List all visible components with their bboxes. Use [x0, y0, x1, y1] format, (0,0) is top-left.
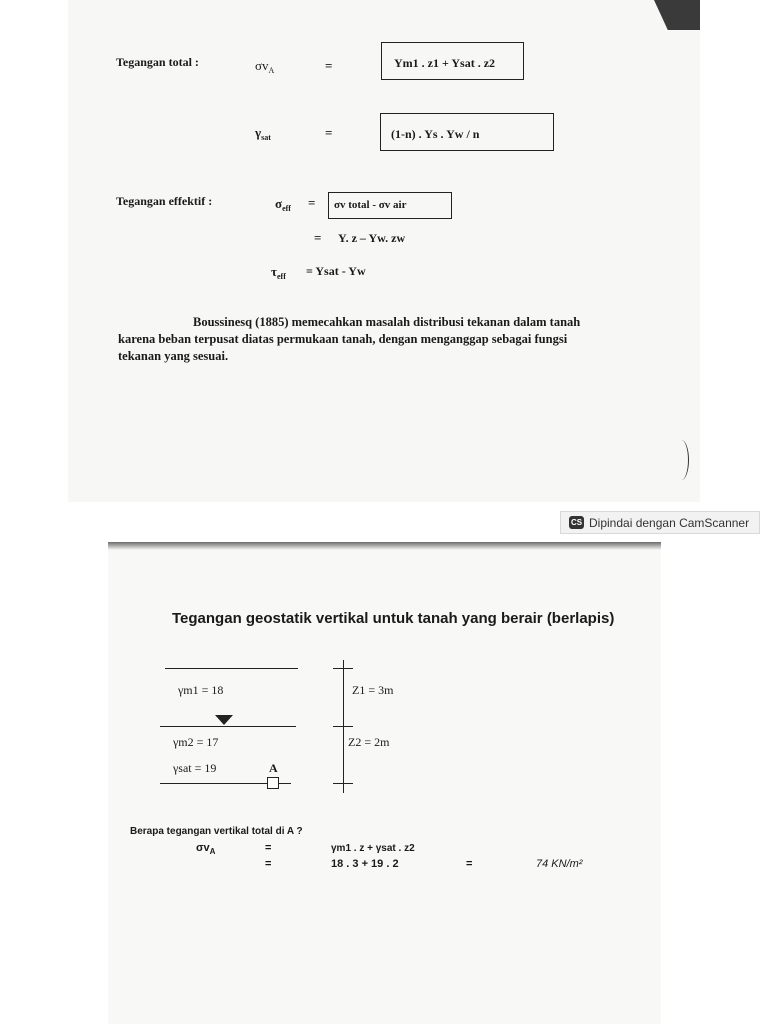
formula-line-2: 18 . 3 + 19 . 2 — [331, 858, 399, 870]
page-top-shadow — [108, 542, 661, 550]
water-table-icon — [215, 715, 233, 725]
depth-tick — [333, 668, 353, 669]
gamma-sat-label: γsat = 19 — [173, 761, 217, 775]
gamma-m1-label: γm1 = 18 — [178, 683, 224, 697]
formula-total: Ym1 . z1 + Ysat . z2 — [394, 56, 496, 70]
page-corner-shadow — [654, 0, 700, 30]
ground-surface-line — [165, 668, 298, 669]
point-a-label: A — [269, 761, 278, 775]
formula-eff-box — [328, 192, 452, 219]
result-value: 74 KN/m² — [536, 858, 583, 870]
effective-stress-label: Tegangan effektif : — [116, 194, 213, 208]
paragraph-line-2: karena beban terpusat diatas permukaan tanah, dengan menganggap sebagai fungsi — [118, 332, 568, 346]
tau-eff-symbol: $\tau_{eff}$ — [271, 264, 286, 281]
formula-line-1: γm1 . z + γsat . z2 — [331, 843, 415, 854]
camscanner-text: Dipindai dengan CamScanner — [589, 515, 750, 530]
sigma-va-symbol: $\sigma v_A$ — [196, 842, 216, 856]
question-text: Berapa tegangan vertikal total di A ? — [130, 826, 303, 837]
paragraph-line-3: tekanan yang sesuai. — [118, 349, 229, 363]
equals-sign: = — [466, 858, 473, 870]
equals-sign: = — [265, 842, 272, 854]
scan-mark — [674, 440, 689, 480]
formula-gamma: (1-n) . Ys . Yw / n — [391, 127, 480, 141]
equals-sign: = — [308, 195, 316, 210]
camscanner-watermark — [560, 511, 760, 534]
sigma-va-symbol: $\sigma v_A$ — [255, 58, 275, 75]
sigma-eff-symbol: $\sigma_{eff}$ — [275, 196, 291, 213]
formula-gamma-box — [380, 113, 554, 151]
gamma-m2-label: γm2 = 17 — [173, 735, 219, 749]
z2-label: Z2 = 2m — [348, 735, 390, 749]
page-title: Tegangan geostatik vertikal untuk tanah yang berair (berlapis) — [172, 610, 615, 627]
formula-total-box — [381, 42, 524, 80]
depth-tick — [333, 783, 353, 784]
formula-eff-line2: Y. z – Yw. zw — [338, 231, 406, 245]
formula-eff: σv total - σv air — [334, 199, 407, 211]
water-table-line — [160, 726, 296, 727]
equals-sign: = — [265, 858, 272, 870]
equals-sign: = — [325, 125, 333, 140]
camscanner-logo-icon: CS — [570, 518, 583, 527]
equals-sign: = — [325, 58, 333, 73]
total-stress-label: Tegangan total : — [116, 55, 199, 69]
point-a-marker — [267, 777, 279, 789]
scanned-page-1 — [68, 0, 700, 502]
gamma-sat-symbol: $\gamma_{sat}$ — [255, 125, 271, 142]
formula-eff-line3: = Ysat - Yw — [306, 264, 366, 278]
z1-label: Z1 = 3m — [352, 683, 394, 697]
paragraph-line-1: Boussinesq (1885) memecahkan masalah distribusi tekanan dalam tanah — [193, 315, 581, 329]
depth-tick — [333, 726, 353, 727]
equals-sign: = — [314, 230, 322, 245]
scanned-page-2 — [108, 542, 661, 1024]
